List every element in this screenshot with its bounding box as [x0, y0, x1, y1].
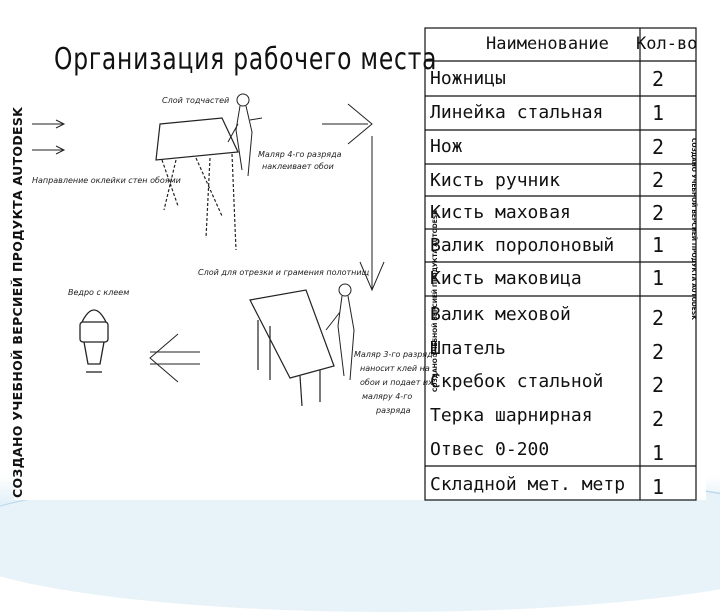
- table-row-qty: 2: [652, 168, 665, 192]
- table-row-name: Скребок стальной: [430, 371, 604, 392]
- table-row-qty: 2: [652, 407, 665, 431]
- table-row-name: Отвес 0-200: [430, 439, 550, 460]
- table-row-name: Валик меховой: [430, 304, 571, 325]
- table-row-qty: 2: [652, 67, 665, 91]
- table-row-qty: 1: [652, 266, 665, 290]
- table-row-qty: 2: [652, 340, 665, 364]
- table-row-name: Кисть маховая: [430, 202, 571, 223]
- table-row-qty: 1: [652, 441, 665, 465]
- table-row-qty: 1: [652, 475, 665, 499]
- label-painter-3-line-5: разряда: [376, 406, 411, 415]
- table-row-qty: 2: [652, 201, 665, 225]
- table-row-name: Валик поролоновый: [430, 235, 615, 256]
- label-cutting-layer: Слой для отрезки и грамения полотнищ: [198, 268, 370, 277]
- table-row-name: Нож: [430, 136, 463, 157]
- table-row-qty: 2: [652, 135, 665, 159]
- page-title: Организация рабочего места: [54, 42, 438, 77]
- table-row-name: Складной мет. метр: [430, 474, 626, 495]
- table-row-name: Терка шарнирная: [430, 405, 593, 426]
- painter-4-figure: [228, 94, 262, 176]
- table-header-qty: Кол-во: [636, 34, 698, 54]
- table-row-qty: 1: [652, 233, 665, 257]
- label-painter-3-line-2: наносит клей на: [360, 364, 430, 373]
- table-header-name: Наименование: [486, 34, 609, 54]
- label-direction: Направление оклейки стен обоями: [32, 176, 181, 185]
- table-row-qty: 2: [652, 306, 665, 330]
- watermark-right: СОЗДАНО УЧЕБНОЙ ВЕРСИЕЙ ПРОДУКТА AUTODESK: [690, 138, 697, 320]
- label-painter-3-line-3: обои и подает их: [360, 378, 433, 387]
- table-row-qty: 1: [652, 101, 665, 125]
- table-row-name: Кисть ручник: [430, 170, 561, 191]
- direction-arrows: [32, 120, 64, 154]
- cutting-table: [250, 290, 334, 406]
- watermark-left: СОЗДАНО УЧЕБНОЙ ВЕРСИЕЙ ПРОДУКТА AUTODESK: [10, 106, 25, 498]
- label-painter-3-line-4: маляру 4-го: [362, 392, 413, 401]
- label-bucket: Ведро с клеем: [68, 288, 130, 297]
- table-row-name: Линейка стальная: [430, 102, 604, 123]
- table-row-qty: 2: [652, 373, 665, 397]
- table-row-name: Ножницы: [430, 68, 506, 89]
- watermark-middle: СОЗДАНО УЧЕБНОЙ ВЕРСИЕЙ ПРОДУКТА AUTODESK: [432, 210, 439, 392]
- label-painter-4-line-1: Маляр 4-го разряда: [258, 150, 342, 159]
- table-row-name: Шпатель: [430, 338, 506, 359]
- glue-bucket: [80, 310, 108, 372]
- label-painter-4-line-2: наклеивает обои: [262, 162, 334, 171]
- label-painter-3-line-1: Маляр 3-го разряда: [354, 350, 438, 359]
- table-row-name: Кисть маковица: [430, 268, 582, 289]
- label-wallpaper-layer: Слой тодчастей: [162, 96, 230, 105]
